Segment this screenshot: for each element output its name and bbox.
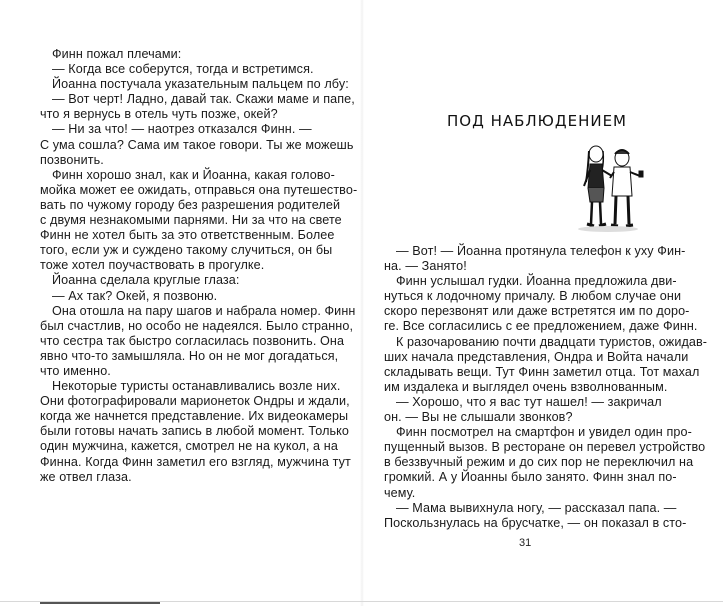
page-number: 31 <box>519 537 532 549</box>
text-line: — Хорошо, что я вас тут нашел! — закричал <box>396 394 662 409</box>
text-line: ге. Все согласились с ее предложением, даже Финн. <box>384 319 698 334</box>
text-line: — Вот черт! Ладно, давай так. Скажи маме и папе, <box>52 92 355 107</box>
text-line: вать по чужому городу без разрешения родителей <box>40 197 341 212</box>
text-line: когда же начнется представление. Их видеокамеры <box>40 409 349 424</box>
text-line: в беззвучный режим и до сих пор не переключил на <box>384 455 694 470</box>
text-line: ших начала представления, Ондра и Войта начали <box>384 349 689 364</box>
text-line: Йоанна постучала указательным пальцем по лбу: <box>52 77 349 92</box>
text-line: мойка может ее ожидать, отправься она путешество- <box>40 182 358 197</box>
text-line: Они фотографировали марионеток Ондры и ждали, <box>40 394 350 409</box>
left-page-text <box>40 47 358 485</box>
text-line: Финн хорошо знал, как и Йоанна, какая голово- <box>52 167 335 182</box>
right-page-text <box>384 244 708 531</box>
text-line: того, если уж и суждено такому случиться, он бы <box>40 243 333 258</box>
text-line: Финн посмотрел на смартфон и увидел один про- <box>396 425 692 440</box>
text-line: Финн не хотел быть за это ответственным. Более <box>40 228 335 243</box>
text-line: громкий. А у Йоанны было занято. Финн знал по- <box>384 470 677 485</box>
text-line: что сестра так быстро согласилась позвонить. Она <box>40 333 345 348</box>
text-line: К разочарованию почти двадцати туристов, ожидав- <box>396 334 708 349</box>
text-line: скоро перезвонят или даже встретятся им по доро- <box>384 304 690 319</box>
text-line: он. — Вы не слышали звонков? <box>384 410 573 425</box>
text-line: были готовы начать запись в любой момент. Только <box>40 424 350 439</box>
text-line: — Ни за что! — наотрез отказался Финн. — <box>52 122 312 137</box>
text-line: Финна. Когда Финн заметил его взгляд, мужчина тут <box>40 454 351 469</box>
text-line: Некоторые туристы останавливались возле них. <box>52 379 341 394</box>
text-line: что я вернусь в отель чуть позже, окей? <box>40 107 278 122</box>
text-line: тоже хотел поучаствовать в прогулке. <box>40 258 265 273</box>
text-line: с двумя незнакомыми парнями. Ни за что на свете <box>40 213 342 228</box>
two-kids-with-phone-illustration <box>570 140 645 235</box>
text-line: Йоанна сделала круглые глаза: <box>52 273 240 288</box>
text-line: Она отошла на пару шагов и набрала номер. Финн <box>52 303 356 318</box>
text-line: был счастлив, но особо не надеялся. Было странно, <box>40 318 354 333</box>
text-line: Финн услышал гудки. Йоанна предложила дви- <box>396 274 677 289</box>
text-line: на. — Занято! <box>384 259 467 274</box>
text-line: Поскользнулась на брусчатке, — он показал в сто- <box>384 515 687 530</box>
text-line: С ума сошла? Сама им такое говори. Ты же можешь <box>40 137 354 152</box>
text-line: чему. <box>384 485 416 500</box>
text-line: им издалека и выглядел очень взволнованным. <box>384 379 668 394</box>
text-line: — Когда все соберутся, тогда и встретимся. <box>52 62 314 77</box>
text-line: же отвел глаза. <box>40 469 132 484</box>
text-line: — Мама вывихнула ногу, — рассказал папа. — <box>396 500 677 515</box>
text-line: что именно. <box>40 363 111 378</box>
text-line: пущенный вызов. В ресторане он перевел устройство <box>384 440 706 455</box>
text-line: явно что-то замышляла. Но он не мог догадаться, <box>40 348 339 363</box>
text-line: — Вот! — Йоанна протянула телефон к уху Фин- <box>396 244 686 258</box>
text-line: Финн пожал плечами: <box>52 47 182 61</box>
chapter-title: ПОД НАБЛЮДЕНИЕМ <box>447 112 627 130</box>
text-line: позвонить. <box>40 152 104 167</box>
text-line: — Ах так? Окей, я позвоню. <box>52 288 218 303</box>
text-line: складывать вещи. Тут Финн заметил отца. Тот махал <box>384 364 700 379</box>
bottom-edge-mark <box>40 602 160 604</box>
page-gutter <box>360 0 364 606</box>
text-line: один мужчина, кажется, смотрел не на кукол, а на <box>40 439 338 454</box>
text-line: нуться к лодочному причалу. В любом случае они <box>384 289 682 304</box>
